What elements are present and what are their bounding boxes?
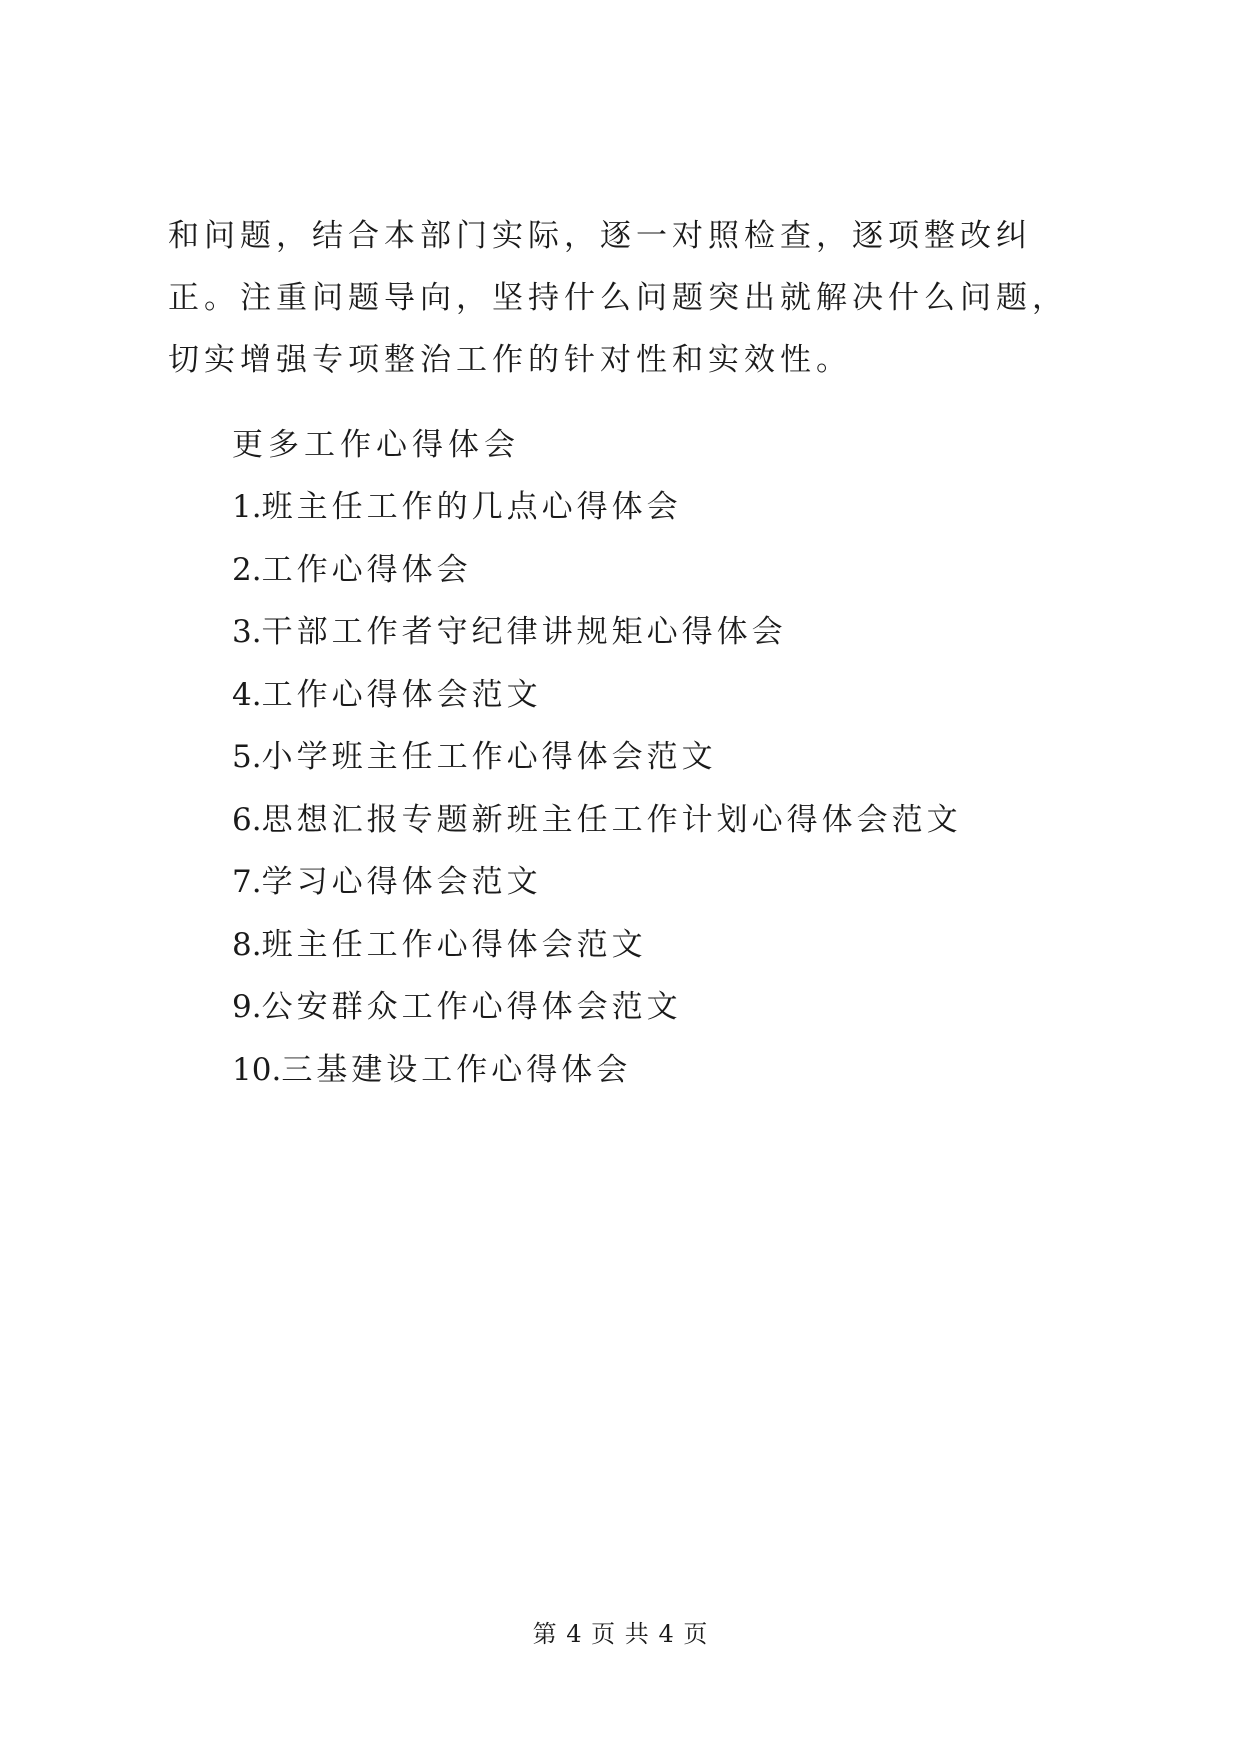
item-number: 6. [232, 801, 262, 838]
item-title: 工作心得体会 [261, 551, 472, 588]
related-item-8[interactable] [232, 914, 962, 977]
related-item-1[interactable] [232, 476, 962, 539]
item-number: 7. [232, 864, 262, 900]
body-paragraph: 和问题，结合本部门实际，逐一对照检查，逐项整改纠正。注重问题导向，坚持什么问题突出就解决什么问题，切实增强专项整治工作的针对性和实效性。 [168, 218, 1068, 378]
item-title: 班主任工作的几点心得体会 [261, 489, 682, 525]
item-title: 小学班主任工作心得体会范文 [261, 739, 717, 775]
item-title: 干部工作者守纪律讲规矩心得体会 [261, 614, 787, 650]
related-item-3[interactable] [232, 601, 962, 664]
item-title: 学习心得体会范文 [261, 864, 542, 900]
related-item-9[interactable] [232, 976, 962, 1039]
item-title: 三基建设工作心得体会 [281, 1051, 632, 1088]
item-number: 10. [232, 1051, 282, 1088]
related-articles-list [232, 476, 962, 1101]
item-number: 2. [232, 551, 262, 588]
item-number: 1. [232, 489, 262, 525]
related-item-4[interactable] [232, 664, 962, 727]
related-item-10[interactable] [232, 1039, 962, 1102]
related-item-7[interactable] [232, 851, 962, 914]
item-title: 思想汇报专题新班主任工作计划心得体会范文 [261, 801, 962, 838]
item-title: 公安群众工作心得体会范文 [261, 989, 682, 1025]
page-footer: 第 4 页 共 4 页 [532, 1620, 709, 1648]
related-item-2[interactable] [232, 539, 962, 602]
related-item-6[interactable] [232, 789, 962, 852]
item-title: 班主任工作心得体会范文 [261, 926, 647, 963]
item-number: 3. [232, 614, 262, 650]
item-number: 5. [232, 739, 262, 775]
item-number: 4. [232, 676, 262, 713]
related-item-5[interactable] [232, 726, 962, 789]
item-number: 8. [232, 926, 262, 963]
item-number: 9. [232, 989, 262, 1025]
more-section-heading: 更多工作心得体会 [232, 427, 520, 463]
item-title: 工作心得体会范文 [261, 676, 542, 713]
